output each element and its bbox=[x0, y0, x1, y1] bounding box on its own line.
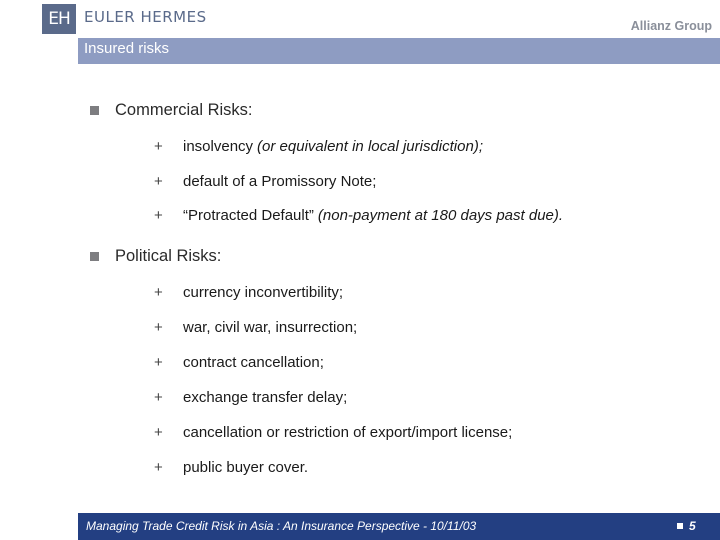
list-item bbox=[154, 207, 563, 224]
square-bullet-icon bbox=[90, 252, 99, 261]
section-political-risks bbox=[90, 247, 221, 266]
title-bar bbox=[78, 38, 720, 64]
plus-bullet-icon: + bbox=[154, 319, 163, 336]
item-text: insolvency bbox=[183, 138, 254, 155]
allianz-group-logo: Allianz Group bbox=[630, 19, 712, 33]
list-item bbox=[154, 173, 376, 190]
plus-bullet-icon: + bbox=[154, 207, 163, 224]
euler-hermes-logo-text: EULER HERMES bbox=[84, 8, 207, 26]
item-text: public buyer cover. bbox=[183, 459, 309, 476]
list-item bbox=[154, 459, 308, 476]
plus-bullet-icon: + bbox=[154, 389, 163, 406]
plus-bullet-icon: + bbox=[154, 284, 163, 301]
item-text: contract cancellation; bbox=[183, 354, 324, 371]
section-label: Commercial Risks: bbox=[115, 101, 253, 119]
section-label: Political Risks: bbox=[115, 247, 222, 265]
plus-bullet-icon: + bbox=[154, 173, 163, 190]
square-bullet-icon bbox=[677, 523, 683, 529]
item-text: exchange transfer delay; bbox=[183, 389, 348, 406]
list-item bbox=[154, 389, 347, 406]
slide-title: Insured risks bbox=[84, 40, 170, 57]
item-text: default of a Promissory Note; bbox=[183, 173, 377, 190]
page-number: 5 bbox=[689, 519, 696, 533]
section-commercial-risks bbox=[90, 101, 253, 120]
item-text: currency inconvertibility; bbox=[183, 284, 344, 301]
plus-bullet-icon: + bbox=[154, 424, 163, 441]
item-text: “Protracted Default” bbox=[183, 207, 314, 224]
item-text: cancellation or restriction of export/import license; bbox=[183, 424, 513, 441]
plus-bullet-icon: + bbox=[154, 354, 163, 371]
euler-hermes-logo-mark: EH bbox=[42, 4, 76, 34]
item-note: (or equivalent in local jurisdiction); bbox=[257, 138, 483, 155]
list-item bbox=[154, 354, 324, 371]
item-text: war, civil war, insurrection; bbox=[183, 319, 358, 336]
list-item bbox=[154, 424, 512, 441]
item-note: (non-payment at 180 days past due). bbox=[317, 207, 564, 224]
plus-bullet-icon: + bbox=[154, 459, 163, 476]
footer-text: Managing Trade Credit Risk in Asia : An Insurance Perspective - 10/11/03 bbox=[86, 519, 477, 533]
list-item bbox=[154, 138, 483, 155]
plus-bullet-icon: + bbox=[154, 138, 163, 155]
square-bullet-icon bbox=[90, 106, 99, 115]
list-item bbox=[154, 319, 357, 336]
list-item bbox=[154, 284, 343, 301]
